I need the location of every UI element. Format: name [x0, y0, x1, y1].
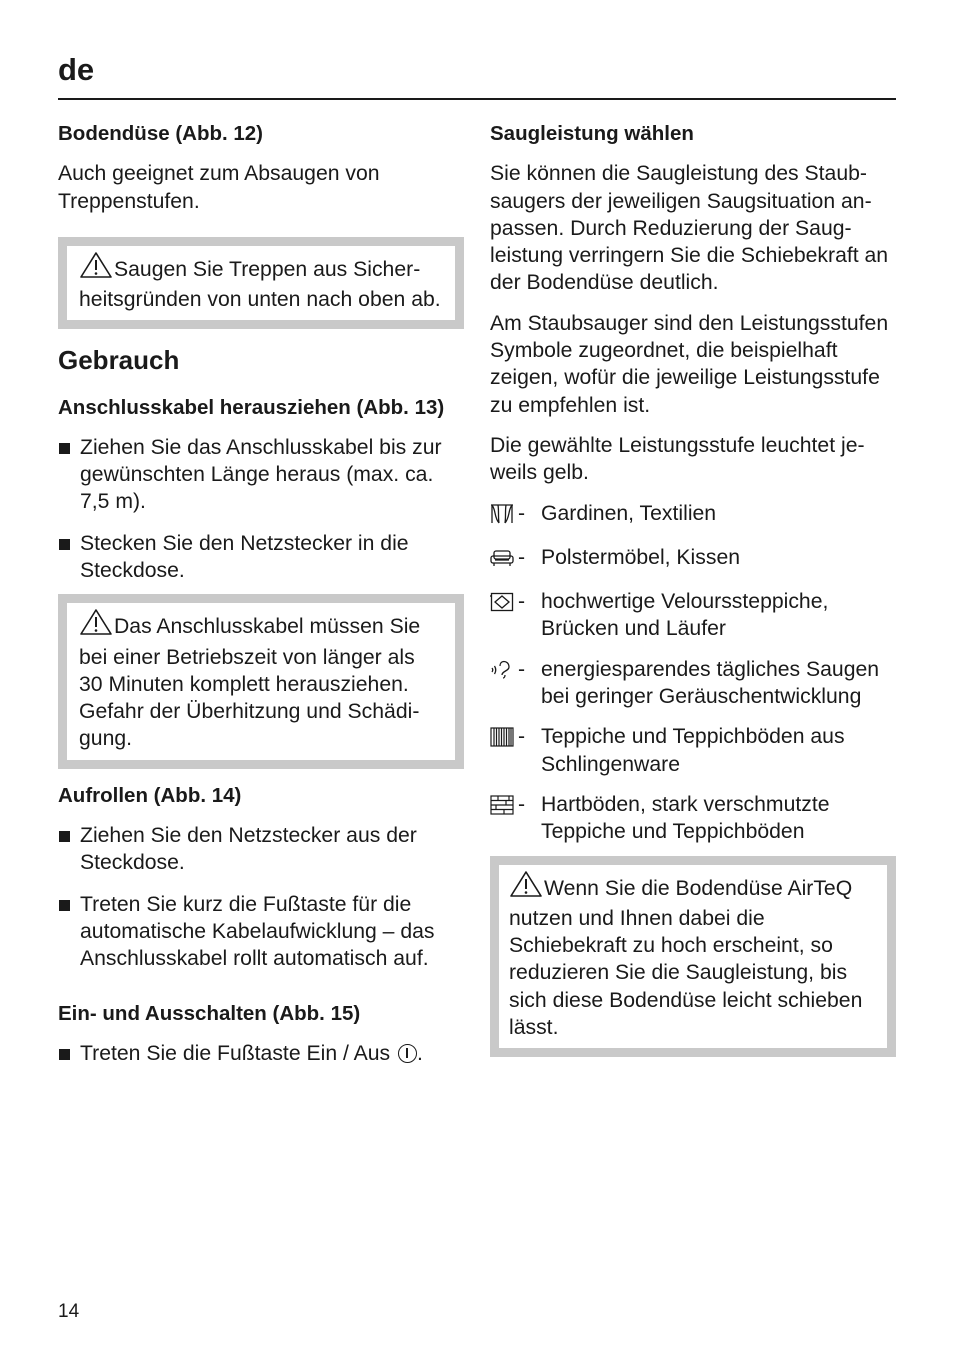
symbol-text: energiesparendes tägliches Saugen bei geringer Geräuschentwicklung	[541, 657, 880, 709]
hard-floor-icon	[490, 791, 518, 846]
sofa-icon	[490, 544, 518, 575]
list-anschlusskabel	[58, 434, 464, 584]
symbol-text: Hartböden, stark verschmutzte Teppiche und Teppichböden	[541, 792, 830, 844]
list-item: Treten Sie die Fußtaste Ein / Aus .	[58, 1040, 464, 1067]
bodenduese-text: Auch geeignet zum Absaugen von Treppenstufen.	[58, 162, 380, 213]
power-symbol-icon	[398, 1044, 417, 1063]
symbol-item-hard-floor	[490, 791, 896, 846]
bullet-icon	[59, 443, 70, 454]
list-item	[58, 891, 464, 973]
list-item	[58, 434, 464, 516]
symbol-item-velour	[490, 588, 896, 643]
heading-aufrollen: Aufrollen (Abb. 14)	[58, 783, 242, 807]
symbol-item-curtains	[490, 500, 896, 531]
symbol-item-upholstery	[490, 544, 896, 575]
heading-ein-ausschalten: Ein- und Ausschalten (Abb. 15)	[58, 1001, 361, 1025]
symbol-list	[490, 500, 896, 846]
list-item	[58, 822, 464, 877]
dash: -	[518, 501, 526, 525]
section-title-gebrauch: Gebrauch	[58, 345, 180, 376]
left-column	[58, 120, 464, 1067]
warning-icon	[509, 870, 543, 905]
right-column	[490, 120, 896, 1057]
list-item-text: Ziehen Sie den Netzstecker aus der Steckdose.	[80, 824, 417, 875]
dash: -	[518, 590, 526, 614]
header-rule	[58, 98, 896, 100]
symbol-text: Polstermöbel, Kissen	[541, 545, 741, 569]
symbol-text: Gardinen, Textilien	[541, 501, 717, 525]
bullet-icon	[59, 1049, 70, 1060]
symbol-text: Teppiche und Teppichböden aus Schlingenware	[541, 725, 845, 776]
rug-icon	[490, 588, 518, 643]
list-aufrollen	[58, 822, 464, 972]
dash: -	[518, 792, 526, 816]
bullet-icon	[59, 539, 70, 550]
heading-bodenduese: Bodendüse (Abb. 12)	[58, 122, 264, 145]
bullet-icon	[59, 900, 70, 911]
warning-text-cable: Das Anschlusskabel müssen Sie bei einer Betriebszeit von länger als 30 Minuten komplett herausziehen. Gefahr der Überhitzung und Schädigung.	[79, 615, 421, 751]
low-noise-icon	[490, 656, 518, 711]
warning-icon	[79, 608, 113, 643]
dash: -	[518, 657, 526, 681]
loop-carpet-icon	[490, 723, 518, 778]
list-ein-ausschalten	[58, 1040, 464, 1067]
saugleistung-text-3: Die gewählte Leistungsstufe leuchtet jeweils gelb.	[490, 433, 865, 485]
list-item-text: Treten Sie die Fußtaste Ein / Aus	[80, 1041, 391, 1065]
heading-saugleistung: Saugleistung wählen	[490, 122, 694, 145]
warning-box-stairs	[58, 237, 464, 330]
list-item-text: Stecken Sie den Netzstecker in die Steckdose.	[80, 531, 409, 582]
bullet-icon	[59, 831, 70, 842]
saugleistung-text-2: Am Staubsauger sind den Leistungsstufen Symbole zugeordnet, die beispielhaft zeigen, wofür die jeweilige Leistungsstufe zu empfehlen ist.	[490, 311, 889, 417]
curtain-icon	[490, 500, 518, 531]
warning-text-airteq: Wenn Sie die Bodendüse AirTeQ nutzen und Ihnen dabei die Schiebekraft zu hoch erscheint, so reduzieren Sie die Saugleistung, bis sich diese Bodendüse leicht schieben lässt.	[509, 876, 863, 1040]
dash: -	[518, 545, 526, 569]
list-item	[58, 530, 464, 585]
symbol-item-low-noise	[490, 656, 896, 711]
heading-anschlusskabel: Anschlusskabel herausziehen (Abb. 13)	[58, 396, 445, 420]
language-code: de	[58, 52, 95, 87]
warning-box-cable	[58, 594, 464, 768]
symbol-text: hochwertige Velourssteppiche, Brücken und Läufer	[541, 590, 829, 641]
symbol-item-loop-carpet	[490, 723, 896, 778]
dash: -	[518, 725, 526, 749]
list-item-text: Treten Sie kurz die Fußtaste für die automatische Kabelaufwicklung – das Anschlusskabel rollt automatisch auf.	[80, 892, 435, 971]
warning-text-stairs: Saugen Sie Treppen aus Sicherheitsgründen von unten nach oben ab.	[79, 257, 441, 312]
warning-box-airteq	[490, 856, 896, 1058]
warning-icon	[79, 251, 113, 286]
list-item-text: Ziehen Sie das Anschlusskabel bis zur gewünschten Länge heraus (max. ca. 7,5 m).	[80, 435, 442, 514]
page-number: 14	[58, 1301, 80, 1322]
saugleistung-text-1: Sie können die Saugleistung des Staubsaugers der jeweiligen Saugsituation anpassen. Durch Reduzierung der Saugleistung verringern Sie die Schiebekraft an der Bodendüse deutlich.	[490, 162, 889, 295]
